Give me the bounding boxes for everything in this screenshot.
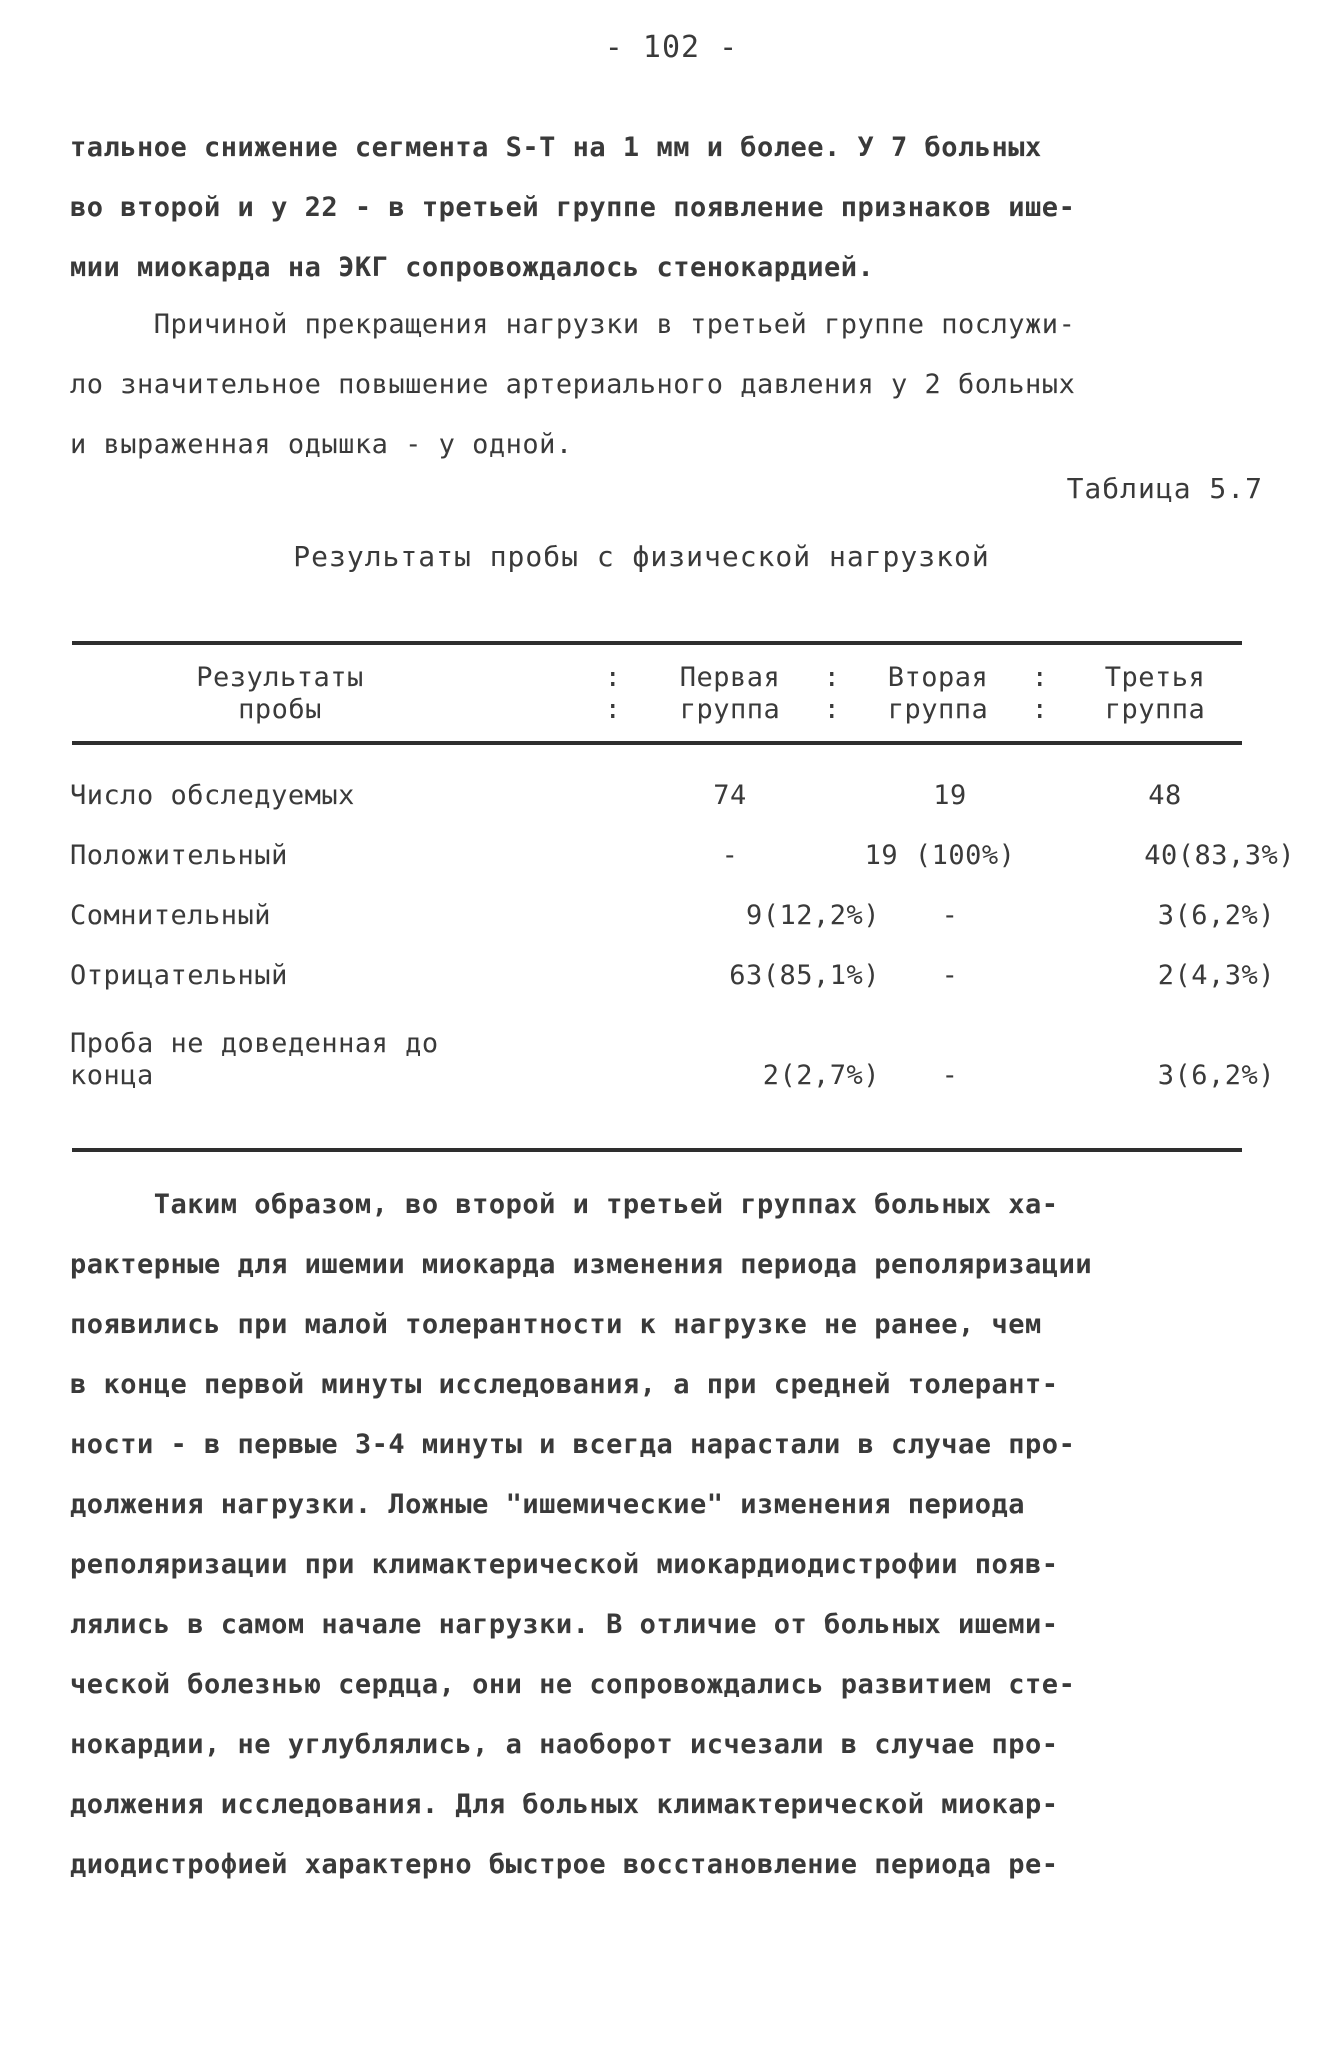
- table-top-rule: [72, 641, 1242, 645]
- cell-group-3: 2(4,3%): [1157, 960, 1275, 991]
- header-group-3: Третья группа: [1104, 662, 1206, 725]
- text-line: ческой болезнью сердца, они не сопровождались развитием сте-: [70, 1669, 1076, 1700]
- header-group-2: Вторая группа: [887, 662, 989, 725]
- header-group-1: Первая группа: [679, 662, 781, 725]
- text-line: диодистрофией характерно быстрое восстановление периода ре-: [70, 1849, 1059, 1880]
- text-line: Причиной прекращения нагрузки в третьей группе послужи-: [70, 309, 1076, 340]
- cell-group-2: -: [941, 900, 959, 931]
- text-line: ности - в первые 3-4 минуты и всегда нарастали в случае про-: [70, 1429, 1076, 1460]
- text-line: ло значительное повышение артериального давления у 2 больных: [70, 369, 1076, 400]
- cell-group-1: 2(2,7%): [762, 1060, 880, 1091]
- text-line: лялись в самом начале нагрузки. В отличие от больных ишеми-: [70, 1609, 1059, 1640]
- cell-group-3: 48: [1148, 780, 1182, 811]
- text-line: реполяризации при климактерической миокардиодистрофии появ-: [70, 1549, 1059, 1580]
- row-label: Сомнительный: [70, 900, 272, 931]
- cell-group-1: -: [721, 840, 739, 871]
- text-line: Таким образом, во второй и третьей группах больных ха-: [70, 1189, 1059, 1220]
- cell-group-2: -: [941, 1060, 959, 1091]
- cell-group-3: 40(83,3%): [1144, 840, 1295, 871]
- paragraph-1: [70, 118, 1280, 298]
- table-label: Таблица 5.7: [1066, 472, 1263, 505]
- cell-group-1: 74: [713, 780, 747, 811]
- paragraph-2: [70, 295, 1280, 475]
- row-label: Положительный: [70, 840, 288, 871]
- header-separator: : :: [604, 662, 622, 725]
- header-separator: : :: [823, 662, 841, 725]
- text-line: и выраженная одышка - у одной.: [70, 429, 573, 460]
- cell-group-2: -: [941, 960, 959, 991]
- paragraph-3: [70, 1175, 1280, 1895]
- text-line: должения нагрузки. Ложные "ишемические" изменения периода: [70, 1489, 1026, 1520]
- row-label: Отрицательный: [70, 960, 288, 991]
- text-line: должения исследования. Для больных климактерической миокар-: [70, 1789, 1059, 1820]
- cell-group-2: 19: [933, 780, 967, 811]
- row-label: Число обследуемых: [70, 780, 355, 811]
- text-line: в конце первой минуты исследования, а при средней толерант-: [70, 1369, 1059, 1400]
- text-line: появились при малой толерантности к нагрузке не ранее, чем: [70, 1309, 1042, 1340]
- header-results: Результаты пробы: [196, 662, 364, 725]
- cell-group-1: 9(12,2%): [745, 900, 880, 931]
- cell-group-2: 19 (100%): [864, 840, 1016, 871]
- table-header: [70, 662, 1245, 742]
- table-title: Результаты пробы с физической нагрузкой: [293, 540, 990, 573]
- text-line: мии миокарда на ЭКГ сопровождалось стенокардией.: [70, 252, 875, 283]
- text-line: нокардии, не углублялись, а наоборот исчезали в случае про-: [70, 1729, 1059, 1760]
- text-line: во второй и у 22 - в третьей группе появление признаков ише-: [70, 192, 1076, 223]
- text-line: рактерные для ишемии миокарда изменения периода реполяризации: [70, 1249, 1093, 1280]
- table-bottom-rule: [72, 1148, 1242, 1152]
- page-number: - 102 -: [604, 30, 739, 65]
- row-label: Проба не доведенная до конца: [70, 1028, 439, 1091]
- header-separator: : :: [1031, 662, 1049, 725]
- cell-group-1: 63(85,1%): [729, 960, 880, 991]
- cell-group-3: 3(6,2%): [1157, 1060, 1275, 1091]
- cell-group-3: 3(6,2%): [1157, 900, 1275, 931]
- text-line: тальное снижение сегмента S-T на 1 мм и более. У 7 больных: [70, 132, 1042, 163]
